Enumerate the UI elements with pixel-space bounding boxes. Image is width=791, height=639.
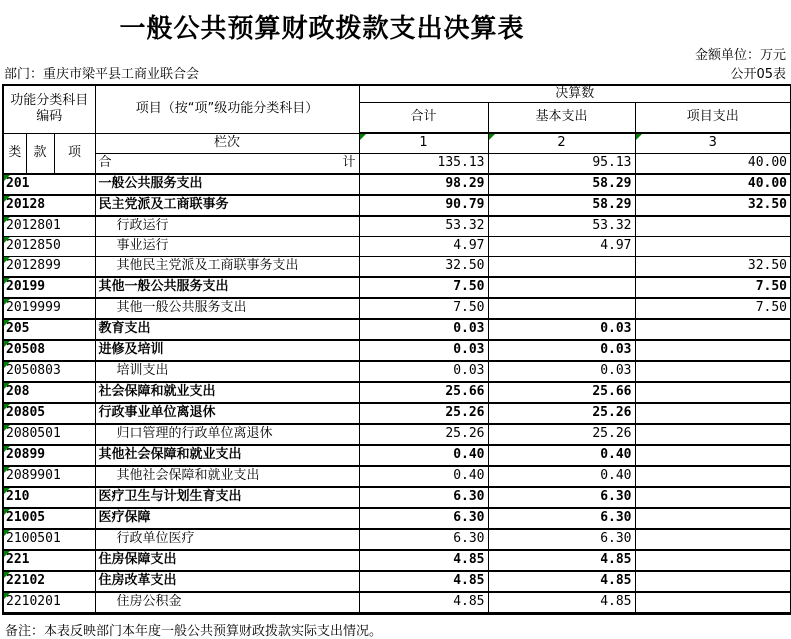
basic-value-cell: 6.30 xyxy=(488,529,635,550)
table-row xyxy=(3,298,791,319)
green-corner-icon xyxy=(4,530,10,536)
project-value-cell: 7.50 xyxy=(635,277,791,298)
row-code: 21005 xyxy=(6,510,46,526)
project-value-cell: 32.50 xyxy=(635,257,791,278)
row-name: 住房改革支出 xyxy=(98,573,177,589)
basic-value-cell: 0.03 xyxy=(488,340,635,361)
total-value-cell: 53.32 xyxy=(359,216,488,237)
lanci-label: 栏次 xyxy=(95,133,359,154)
table-row xyxy=(3,592,791,614)
green-corner-icon xyxy=(489,134,495,140)
table-row xyxy=(3,361,791,382)
basic-value-cell: 58.29 xyxy=(488,174,635,195)
table-row xyxy=(3,319,791,340)
code-group-header: 功能分类科目编码 xyxy=(3,85,95,133)
code-cell xyxy=(3,319,95,340)
total-value-cell: 6.30 xyxy=(359,529,488,550)
item-name-cell xyxy=(95,571,359,592)
item-name-cell xyxy=(95,550,359,571)
footnote: 备注：本表反映部门本年度一般公共预算财政拨款实际支出情况。 xyxy=(5,624,383,639)
total-value-cell: 4.85 xyxy=(359,592,488,614)
grand-total-project: 40.00 xyxy=(635,154,791,175)
project-value-cell xyxy=(635,529,791,550)
code-cell xyxy=(3,382,95,403)
total-value-cell: 0.40 xyxy=(359,445,488,466)
row-code: 201 xyxy=(6,176,30,192)
table-row xyxy=(3,424,791,445)
code-cell xyxy=(3,257,95,278)
item-name-cell xyxy=(95,508,359,529)
row-code: 2210201 xyxy=(6,594,61,610)
row-code: 2100501 xyxy=(6,531,61,547)
code-cell xyxy=(3,237,95,257)
col-num-3 xyxy=(635,133,791,154)
total-value-cell: 0.03 xyxy=(359,340,488,361)
row-name: 社会保障和就业支出 xyxy=(98,384,216,400)
row-code: 2012801 xyxy=(6,218,61,234)
basic-value-cell: 25.66 xyxy=(488,382,635,403)
row-name: 其他社会保障和就业支出 xyxy=(98,447,242,463)
project-value-cell xyxy=(635,592,791,614)
table-row xyxy=(3,550,791,571)
unit-note: 金额单位：万元 xyxy=(694,48,786,63)
code-cell xyxy=(3,403,95,424)
page-title: 一般公共预算财政拨款支出决算表 xyxy=(119,14,525,44)
row-name: 住房保障支出 xyxy=(98,552,177,568)
basic-value-cell: 25.26 xyxy=(488,424,635,445)
total-value-cell: 25.26 xyxy=(359,403,488,424)
code-cell xyxy=(3,340,95,361)
row-name: 行政单位医疗 xyxy=(116,531,195,547)
item-name-cell xyxy=(95,382,359,403)
col-num-text: 3 xyxy=(708,135,717,151)
item-name-cell xyxy=(95,403,359,424)
project-value-cell xyxy=(635,487,791,508)
final-accounts-header: 决算数 xyxy=(359,85,791,103)
green-corner-icon xyxy=(4,341,10,347)
basic-value-cell: 0.03 xyxy=(488,361,635,382)
total-value-cell: 6.30 xyxy=(359,487,488,508)
code-cell xyxy=(3,571,95,592)
grand-total-sum: 135.13 xyxy=(359,154,488,175)
row-code: 20128 xyxy=(6,197,46,213)
project-value-cell xyxy=(635,237,791,257)
col-num-1 xyxy=(359,133,488,154)
project-value-cell xyxy=(635,403,791,424)
project-value-cell xyxy=(635,550,791,571)
basic-value-cell xyxy=(488,257,635,278)
table-row xyxy=(3,340,791,361)
table-row xyxy=(3,257,791,278)
project-value-cell xyxy=(635,424,791,445)
project-column-header: 项目支出 xyxy=(635,103,791,134)
col-num-2 xyxy=(488,133,635,154)
total-value-cell: 25.66 xyxy=(359,382,488,403)
table-row xyxy=(3,216,791,237)
row-code: 205 xyxy=(6,321,30,337)
code-cell xyxy=(3,445,95,466)
basic-value-cell xyxy=(488,277,635,298)
table-row xyxy=(3,403,791,424)
table-body xyxy=(3,174,791,614)
project-value-cell xyxy=(635,340,791,361)
total-value-cell: 0.40 xyxy=(359,466,488,487)
item-name-cell xyxy=(95,340,359,361)
row-name: 其他一般公共服务支出 xyxy=(116,300,247,316)
row-code: 20805 xyxy=(6,405,46,421)
total-value-cell: 0.03 xyxy=(359,361,488,382)
item-name-cell xyxy=(95,529,359,550)
table-row xyxy=(3,237,791,257)
row-name: 进修及培训 xyxy=(98,342,164,358)
total-value-cell: 7.50 xyxy=(359,277,488,298)
basic-value-cell: 6.30 xyxy=(488,508,635,529)
item-name-cell xyxy=(95,319,359,340)
grand-total-basic: 95.13 xyxy=(488,154,635,175)
col-num-text: 2 xyxy=(557,135,566,151)
basic-value-cell: 58.29 xyxy=(488,195,635,216)
green-corner-icon xyxy=(4,237,10,243)
code-cell xyxy=(3,361,95,382)
total-value-cell: 4.85 xyxy=(359,571,488,592)
code-cell xyxy=(3,550,95,571)
project-value-cell xyxy=(635,382,791,403)
total-value-cell: 4.85 xyxy=(359,550,488,571)
green-corner-icon xyxy=(4,467,10,473)
row-code: 20508 xyxy=(6,342,46,358)
row-name: 民主党派及工商联事务 xyxy=(98,197,229,213)
col-xiang-header: 项 xyxy=(54,133,95,174)
code-cell xyxy=(3,298,95,319)
project-value-cell xyxy=(635,216,791,237)
row-name: 教育支出 xyxy=(98,321,151,337)
green-corner-icon xyxy=(636,134,642,140)
table-row xyxy=(3,382,791,403)
code-cell xyxy=(3,277,95,298)
table-row xyxy=(3,466,791,487)
row-code: 2089901 xyxy=(6,468,61,484)
item-name-cell xyxy=(95,237,359,257)
row-code: 208 xyxy=(6,384,30,400)
item-name-cell xyxy=(95,424,359,445)
project-value-cell: 7.50 xyxy=(635,298,791,319)
basic-column-header: 基本支出 xyxy=(488,103,635,134)
green-corner-icon xyxy=(4,551,10,557)
item-name-cell xyxy=(95,174,359,195)
basic-value-cell: 4.85 xyxy=(488,592,635,614)
code-cell xyxy=(3,174,95,195)
row-name: 归口管理的行政单位离退休 xyxy=(116,426,273,442)
row-name: 其他民主党派及工商联事务支出 xyxy=(116,258,299,274)
row-name: 行政运行 xyxy=(116,218,169,234)
green-corner-icon xyxy=(4,196,10,202)
green-corner-icon xyxy=(360,134,366,140)
grand-total-label-cell xyxy=(95,154,359,175)
item-name-cell xyxy=(95,257,359,278)
code-cell xyxy=(3,487,95,508)
project-value-cell xyxy=(635,319,791,340)
green-corner-icon xyxy=(4,404,10,410)
total-value-cell: 90.79 xyxy=(359,195,488,216)
code-cell xyxy=(3,195,95,216)
project-value-cell xyxy=(635,508,791,529)
department-label: 部门：重庆市梁平县工商业联合会 xyxy=(4,67,200,82)
item-name-cell xyxy=(95,298,359,319)
row-code: 20199 xyxy=(6,279,46,295)
row-name: 医疗卫生与计划生育支出 xyxy=(98,489,242,505)
project-value-cell: 32.50 xyxy=(635,195,791,216)
green-corner-icon xyxy=(4,278,10,284)
green-corner-icon xyxy=(4,362,10,368)
item-column-header: 项目（按“项”级功能分类科目） xyxy=(95,85,359,133)
green-corner-icon xyxy=(4,320,10,326)
item-name-cell xyxy=(95,195,359,216)
green-corner-icon xyxy=(4,509,10,515)
green-corner-icon xyxy=(4,217,10,223)
basic-value-cell: 6.30 xyxy=(488,487,635,508)
basic-value-cell: 4.85 xyxy=(488,550,635,571)
total-value-cell: 6.30 xyxy=(359,508,488,529)
table-row xyxy=(3,445,791,466)
row-name: 事业运行 xyxy=(116,238,169,254)
col-num-text: 1 xyxy=(419,135,428,151)
basic-value-cell: 0.03 xyxy=(488,319,635,340)
code-cell xyxy=(3,466,95,487)
green-corner-icon xyxy=(4,299,10,305)
item-name-cell xyxy=(95,592,359,614)
green-corner-icon xyxy=(4,257,10,263)
green-corner-icon xyxy=(4,425,10,431)
item-name-cell xyxy=(95,487,359,508)
row-code: 2080501 xyxy=(6,426,61,442)
basic-value-cell: 0.40 xyxy=(488,445,635,466)
project-value-cell xyxy=(635,445,791,466)
subheader-row xyxy=(2,65,789,84)
sheet-number-label: 公开05表 xyxy=(730,67,786,82)
row-code: 2012850 xyxy=(6,238,61,254)
project-value-cell xyxy=(635,571,791,592)
row-code: 2012899 xyxy=(6,258,61,274)
total-label-left: 合 xyxy=(98,155,112,171)
row-name: 住房公积金 xyxy=(116,594,182,610)
project-value-cell xyxy=(635,466,791,487)
row-code: 2050803 xyxy=(6,363,61,379)
total-value-cell: 25.26 xyxy=(359,424,488,445)
col-kuan-header: 款 xyxy=(26,133,54,174)
row-code: 2019999 xyxy=(6,300,61,316)
total-value-cell: 98.29 xyxy=(359,174,488,195)
table-row xyxy=(3,487,791,508)
total-value-cell: 7.50 xyxy=(359,298,488,319)
basic-value-cell: 53.32 xyxy=(488,216,635,237)
total-value-cell: 0.03 xyxy=(359,319,488,340)
code-cell xyxy=(3,508,95,529)
item-name-cell xyxy=(95,277,359,298)
row-code: 210 xyxy=(6,489,30,505)
project-value-cell xyxy=(635,361,791,382)
item-name-cell xyxy=(95,361,359,382)
row-code: 20899 xyxy=(6,447,46,463)
header-row-lanci xyxy=(3,133,791,154)
table-row xyxy=(3,195,791,216)
total-column-header: 合计 xyxy=(359,103,488,134)
basic-value-cell: 25.26 xyxy=(488,403,635,424)
row-name: 一般公共服务支出 xyxy=(98,176,203,192)
green-corner-icon xyxy=(4,446,10,452)
total-value-cell: 4.97 xyxy=(359,237,488,257)
code-cell xyxy=(3,216,95,237)
green-corner-icon xyxy=(4,593,10,599)
table-row xyxy=(3,277,791,298)
row-name: 其他一般公共服务支出 xyxy=(98,279,229,295)
row-code: 221 xyxy=(6,552,30,568)
table-row xyxy=(3,571,791,592)
row-name: 培训支出 xyxy=(116,363,169,379)
row-name: 行政事业单位离退休 xyxy=(98,405,216,421)
col-lei-header: 类 xyxy=(3,133,26,174)
code-cell xyxy=(3,529,95,550)
green-corner-icon xyxy=(4,383,10,389)
total-value-cell: 32.50 xyxy=(359,257,488,278)
item-name-cell xyxy=(95,445,359,466)
basic-value-cell: 0.40 xyxy=(488,466,635,487)
grand-total-row xyxy=(3,154,791,175)
table-row xyxy=(3,529,791,550)
item-name-cell xyxy=(95,216,359,237)
row-name: 其他社会保障和就业支出 xyxy=(116,468,260,484)
total-label-right: 计 xyxy=(342,155,356,171)
code-cell xyxy=(3,424,95,445)
row-code: 22102 xyxy=(6,573,46,589)
row-name: 医疗保障 xyxy=(98,510,151,526)
budget-table xyxy=(2,84,791,615)
table-row xyxy=(3,508,791,529)
green-corner-icon xyxy=(4,488,10,494)
green-corner-icon xyxy=(4,175,10,181)
basic-value-cell: 4.97 xyxy=(488,237,635,257)
project-value-cell: 40.00 xyxy=(635,174,791,195)
basic-value-cell: 4.85 xyxy=(488,571,635,592)
table-row xyxy=(3,174,791,195)
green-corner-icon xyxy=(4,572,10,578)
header-row-groups xyxy=(3,85,791,103)
grand-total-label xyxy=(99,156,356,171)
code-cell xyxy=(3,592,95,614)
item-name-cell xyxy=(95,466,359,487)
basic-value-cell xyxy=(488,298,635,319)
